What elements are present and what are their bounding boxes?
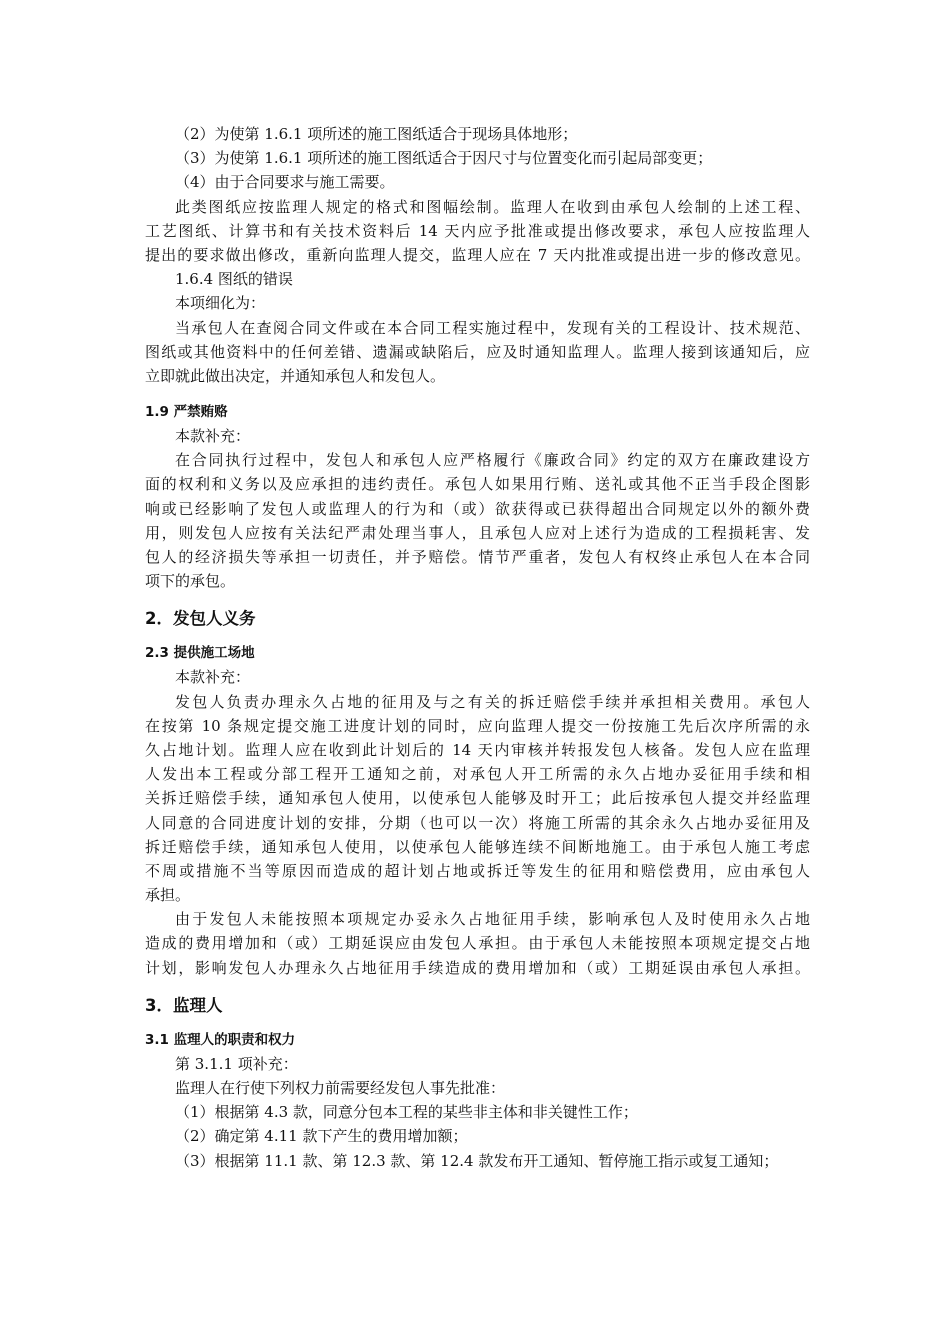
paragraph-line: 承担。: [145, 886, 191, 905]
paragraph-line: 由于发包人未能按照本项规定办妥永久占地征用手续，影响承包人及时使用永久占地: [175, 910, 810, 929]
paragraph-line: 久占地计划。监理人应在收到此计划后的 14 天内审核并转报发包人核备。发包人应在监理: [145, 740, 810, 759]
section-note: 本款补充：: [175, 668, 251, 687]
section-note: 第 3.1.1 项补充：: [175, 1054, 298, 1073]
section-heading: 1.9 严禁贿赂: [145, 404, 228, 421]
chapter-heading: 2．发包人义务: [145, 609, 256, 629]
paragraph-line: 当承包人在查阅合同文件或在本合同工程实施过程中，发现有关的工程设计、技术规范、: [175, 318, 810, 337]
paragraph-line: 在合同执行过程中，发包人和承包人应严格履行《廉政合同》约定的双方在廉政建设方: [175, 451, 810, 470]
paragraph-line: 计划，影响发包人办理永久占地征用手续造成的费用增加和（或）工期延误由承包人承担。: [145, 958, 810, 977]
list-item: （2）为使第 1.6.1 项所述的施工图纸适合于现场具体地形；: [175, 125, 578, 143]
paragraph-line: 工艺图纸、计算书和有关技术资料后 14 天内应予批准或提出修改要求，承包人应按监理人: [145, 221, 810, 240]
paragraph-line: 面的权利和义务以及应承担的违约责任。承包人如果用行贿、送礼或其他不正当手段企图影: [145, 475, 810, 494]
paragraph-line: 不周或措施不当等原因而造成的超计划占地或拆迁等发生的征用和赔偿费用，应由承包人: [145, 861, 810, 880]
section-heading: 3.1 监理人的职责和权力: [145, 1031, 296, 1048]
subsection-heading: 1.6.4 图纸的错误: [175, 270, 293, 289]
paragraph-line: 提出的要求做出修改，重新向监理人提交，监理人应在 7 天内批准或提出进一步的修改意见。: [145, 245, 810, 264]
list-item: （1）根据第 4.3 款，同意分包本工程的某些非主体和非关键性工作；: [175, 1103, 638, 1122]
paragraph-line: 立即就此做出决定，并通知承包人和发包人。: [145, 366, 446, 385]
paragraph-line: 响或已经影响了发包人或监理人的行为和（或）欲获得或已获得超出合同规定以外的额外费: [145, 499, 810, 518]
section-note: 本款补充：: [175, 427, 251, 446]
paragraph-line: 造成的费用增加和（或）工期延误应由发包人承担。由于承包人未能按照本项规定提交占地: [145, 934, 810, 953]
paragraph-line: 包人的经济损失等承担一切责任，并予赔偿。情节严重者，发包人有权终止承包人在本合同: [145, 548, 810, 566]
paragraph-line: 用，则发包人应按有关法纪严肃处理当事人，且承包人应对上述行为造成的工程损耗害、发: [145, 523, 810, 542]
paragraph-line: 发包人负责办理永久占地的征用及与之有关的拆迁赔偿手续并承担相关费用。承包人: [175, 692, 810, 711]
list-item: （2）确定第 4.11 款下产生的费用增加额；: [175, 1127, 468, 1146]
paragraph-line: 拆迁赔偿手续，通知承包人使用，以使承包人能够连续不间断地施工。由于承包人施工考虑: [145, 837, 810, 856]
paragraph-line: 监理人在行使下列权力前需要经发包人事先批准：: [175, 1079, 506, 1097]
section-note: 本项细化为：: [175, 294, 266, 313]
section-heading: 2.3 提供施工场地: [145, 645, 255, 662]
chapter-heading: 3．监理人: [145, 995, 223, 1015]
paragraph-line: 人发出本工程或分部工程开工通知之前，对承包人开工所需的永久占地办妥征用手续和相: [145, 765, 810, 784]
paragraph-line: 在按第 10 条规定提交施工进度计划的同时，应向监理人提交一份按施工先后次序所需的永: [145, 716, 810, 735]
paragraph-line: 项下的承包。: [145, 572, 236, 591]
list-item: （3）为使第 1.6.1 项所述的施工图纸适合于因尺寸与位置变化而引起局部变更；: [175, 149, 713, 168]
document-page: [145, 122, 810, 1173]
paragraph-line: 关拆迁赔偿手续，通知承包人使用，以使承包人能够及时开工；此后按承包人提交并经监理: [145, 789, 810, 808]
paragraph-line: 此类图纸应按监理人规定的格式和图幅绘制。监理人在收到由承包人绘制的上述工程、: [175, 197, 810, 216]
paragraph-line: 人同意的合同进度计划的安排，分期（也可以一次）将施工所需的其余永久占地办妥征用及: [145, 813, 810, 832]
list-item: （3）根据第 11.1 款、第 12.3 款、第 12.4 款发布开工通知、暂停施工指示或复工通知；: [175, 1151, 779, 1170]
list-item: （4）由于合同要求与施工需要。: [175, 173, 395, 192]
paragraph-line: 图纸或其他资料中的任何差错、遗漏或缺陷后，应及时通知监理人。监理人接到该通知后，应: [145, 342, 810, 361]
